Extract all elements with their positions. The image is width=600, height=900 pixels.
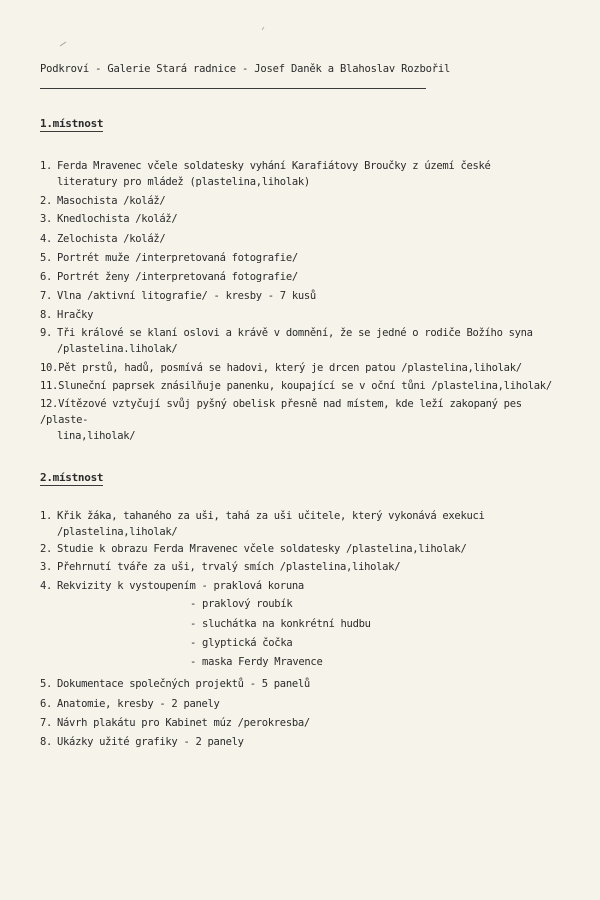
item-text: Portrét ženy /interpretovaná fotografie/ — [57, 271, 298, 283]
item-text: Ferda Mravenec včele soldatesky vyhání Karafiátovy Broučky z území české — [57, 160, 491, 172]
item-text: Zelochista /koláž/ — [57, 233, 166, 245]
item-text-continued: /plastelina.liholak/ — [57, 343, 178, 355]
item-number: 6. — [40, 271, 53, 283]
item-text: Tři králové se klaní oslovi a krávě v domnění, že se jedné o rodiče Božího syna — [57, 327, 533, 339]
item-number: 10. — [40, 362, 59, 374]
sub-item: - sluchátka na konkrétní hudbu — [190, 618, 371, 630]
item-text: Hračky — [57, 309, 94, 321]
item-number: 1. — [40, 160, 53, 172]
item-text: Pět prstů, hadů, posmívá se hadovi, který je drcen patou /plastelina,liholak/ — [58, 362, 522, 374]
item-number: 4. — [40, 580, 53, 592]
item-number: 8. — [40, 736, 53, 748]
item-number: 7. — [40, 717, 53, 729]
item-text: Portrét muže /interpretovaná fotografie/ — [57, 252, 298, 264]
item-text: Návrh plakátu pro Kabinet múz /perokresba/ — [57, 717, 310, 729]
item-text: Ukázky užité grafiky - 2 panely — [57, 736, 244, 748]
sub-item: - praklový roubík — [190, 598, 293, 610]
item-number: 12. — [40, 398, 59, 410]
item-text-continued: lina,liholak/ — [57, 430, 136, 442]
item-text-continued: literatury pro mládež (plastelina,liholak) — [57, 176, 310, 188]
sub-item: - maska Ferdy Mravence — [190, 656, 323, 668]
item-number: 2. — [40, 543, 53, 555]
item-number: 5. — [40, 678, 53, 690]
item-text: Křik žáka, tahaného za uši, tahá za uši učitele, který vykonává exekuci — [57, 510, 485, 522]
item-number: 1. — [40, 510, 53, 522]
section-title-1-text: 1.místnost — [40, 117, 104, 130]
item-text: Masochista /koláž/ — [57, 195, 166, 207]
item-text: Anatomie, kresby - 2 panely — [57, 698, 220, 710]
item-number: 4. — [40, 233, 53, 245]
document-header: Podkroví - Galerie Stará radnice - Josef Daněk a Blahoslav Rozbořil — [40, 63, 451, 75]
item-number: 3. — [40, 213, 53, 225]
item-number: 8. — [40, 309, 53, 321]
item-text: Dokumentace společných projektů - 5 panelů — [57, 678, 310, 690]
sub-item: - glyptická čočka — [190, 637, 293, 649]
item-text: Studie k obrazu Ferda Mravenec včele soldatesky /plastelina,liholak/ — [57, 543, 467, 555]
item-text-continued: /plastelina,liholak/ — [57, 526, 178, 538]
item-number: 7. — [40, 290, 53, 302]
item-text: Přehrnutí tváře za uši, trvalý smích /plastelina,liholak/ — [57, 561, 401, 573]
item-number: 6. — [40, 698, 53, 710]
item-number: 3. — [40, 561, 53, 573]
item-number: 5. — [40, 252, 53, 264]
item-text: Sluneční paprsek znásilňuje panenku, koupající se v oční tůni /plastelina,liholak/ — [58, 380, 552, 392]
item-number: 11. — [40, 380, 59, 392]
item-number: 9. — [40, 327, 53, 339]
item-text: Vlna /aktivní litografie/ - kresby - 7 kusů — [57, 290, 316, 302]
item-number: 2. — [40, 195, 53, 207]
item-text: Vítězové vztyčují svůj pyšný obelisk přesně nad místem, kde leží zakopaný pes /plaste- — [40, 398, 522, 426]
section-title-2-text: 2.místnost — [40, 471, 104, 484]
item-text: Knedlochista /koláž/ — [57, 213, 178, 225]
item-text: Rekvizity k vystoupením - praklová koruna — [57, 580, 304, 592]
